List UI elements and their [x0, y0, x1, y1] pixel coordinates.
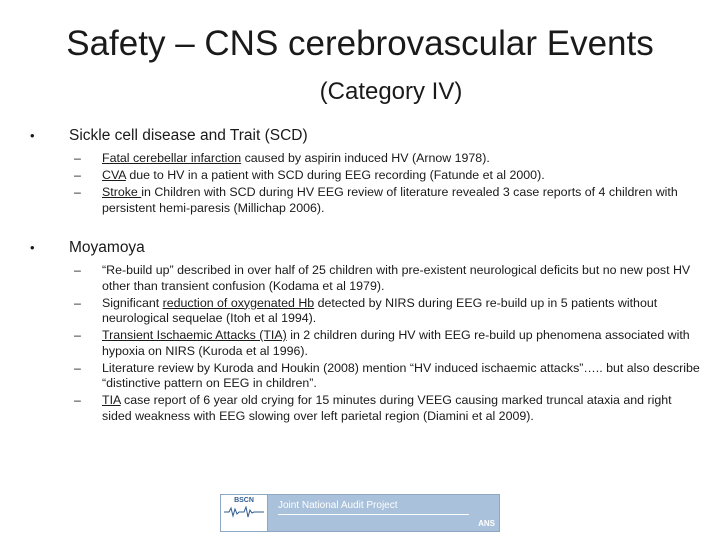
dash: –: [74, 295, 81, 310]
bullet-label: Moyamoya: [69, 239, 145, 256]
bullet-scd: [30, 126, 700, 145]
item-text: caused by aspirin induced HV (Arnow 1978).: [241, 151, 490, 165]
list-item: [30, 263, 700, 294]
audit-project-banner: [268, 495, 499, 531]
item-text: due to HV in a patient with SCD during EEG recording (Fatunde et al 2000).: [125, 168, 545, 182]
banner-divider: [278, 514, 469, 515]
item-text: in Children with SCD during HV EEG review of literature revealed 3 case reports of 4 children with persistent hemi-paresis (Millichap 2006).: [102, 185, 678, 215]
bullet-mark: •: [30, 128, 35, 143]
slide-subtitle: (Category IV): [319, 78, 463, 105]
slide-content: [30, 126, 700, 426]
ans-logo: ANS: [478, 519, 495, 528]
list-item: [30, 185, 700, 216]
item-text: detected by NIRS during EEG re-build up in 5 patients without neurological sequelae (Itoh et al 1994).: [102, 295, 658, 325]
item-text: Significant: [102, 295, 163, 310]
underlined-term: reduction of oxygenated Hb: [162, 295, 315, 310]
item-text: Literature review by Kuroda and Houkin (2008) mention “HV induced ischaemic attacks”….. but also describe “distinctive pattern on EEG in children”.: [102, 360, 700, 390]
eeg-wave-icon: [224, 506, 264, 518]
footer-logo-banner: [220, 494, 500, 532]
list-item: [30, 393, 700, 424]
list-item: [30, 296, 700, 327]
list-item: [30, 151, 700, 167]
bscn-text: BSCN: [234, 497, 254, 504]
underlined-term: TIA: [102, 393, 121, 407]
bscn-logo: [221, 495, 268, 531]
item-text: “Re-build up” described in over half of 25 children with pre-existent neurological deficits but no new post HV other than transient confusion (Kodama et al 1979).: [102, 263, 691, 293]
dash: –: [74, 151, 81, 165]
moyamoya-sublist: [30, 263, 700, 424]
dash: –: [74, 263, 81, 277]
underlined-term: Fatal cerebellar infarction: [102, 151, 242, 165]
dash: –: [74, 393, 81, 407]
scd-sublist: [30, 151, 700, 216]
item-text: case report of 6 year old crying for 15 minutes during VEEG causing marked truncal ataxia and right sided weakness with EEG slowing over left parietal region (Diamini et al 2009).: [102, 393, 672, 423]
bullet-mark: •: [30, 240, 35, 255]
dash: –: [74, 185, 81, 199]
underlined-term: Stroke: [102, 185, 142, 199]
list-item: [30, 328, 700, 359]
list-item: [30, 168, 700, 184]
underlined-term: Transient Ischaemic Attacks (TIA): [102, 328, 287, 342]
list-item: [30, 361, 700, 392]
bullet-label: Sickle cell disease and Trait (SCD): [69, 127, 308, 144]
dash: –: [74, 360, 81, 375]
bullet-moyamoya: [30, 238, 700, 257]
dash: –: [74, 328, 81, 342]
underlined-term: CVA: [102, 168, 126, 182]
item-text: in 2 children during HV with EEG re-build up phenomena associated with hypoxia on NIRS (Kuroda et al 1996).: [102, 328, 690, 358]
slide-title: Safety – CNS cerebrovascular Events: [66, 24, 654, 63]
dash: –: [74, 168, 81, 182]
audit-project-title: Joint National Audit Project: [278, 500, 398, 511]
